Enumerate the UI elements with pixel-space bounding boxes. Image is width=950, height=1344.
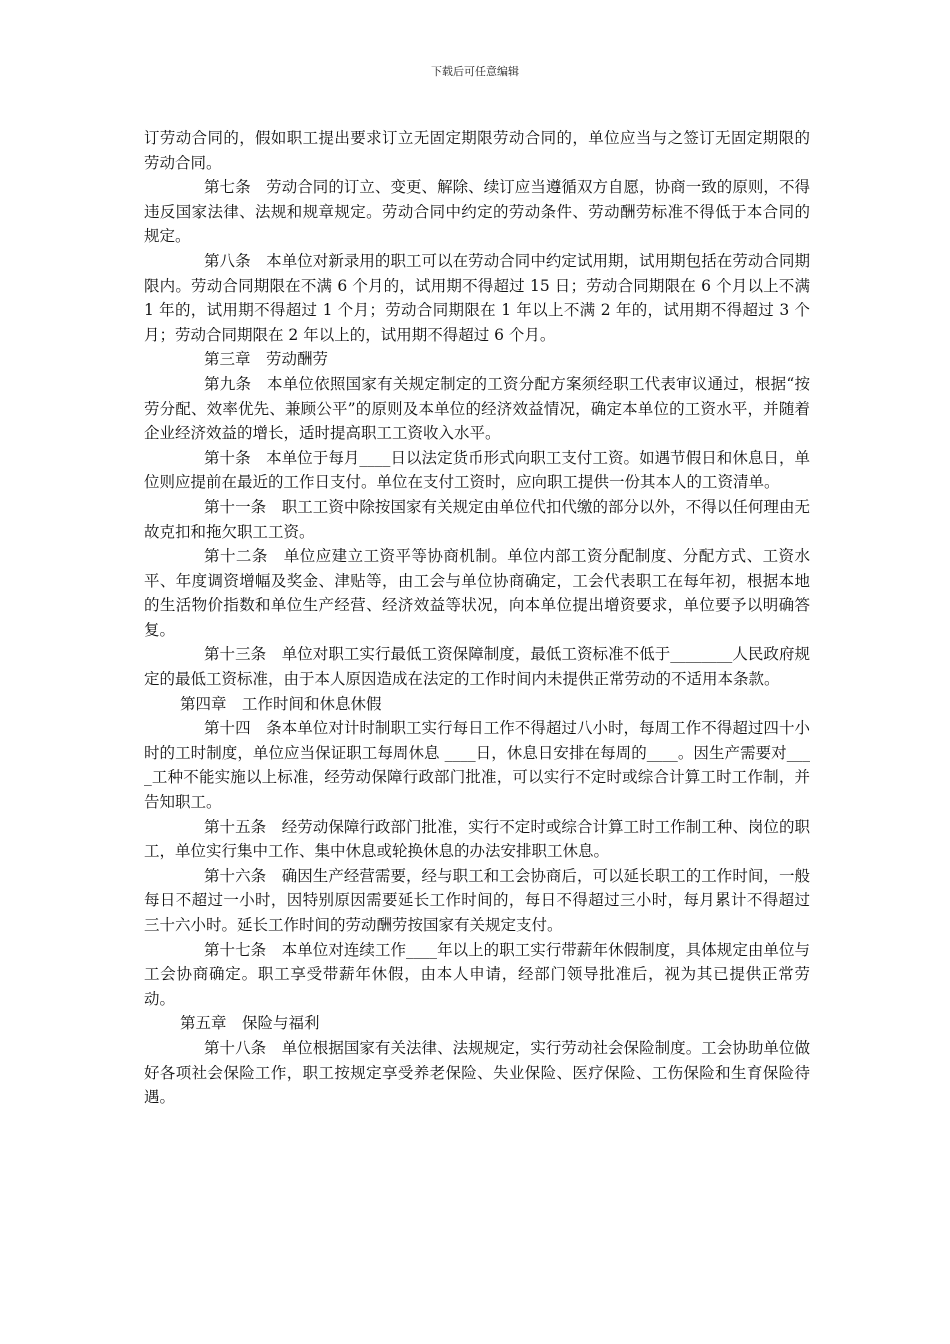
article-14: 第十四 条本单位对计时制职工实行每日工作不得超过八小时，每周工作不得超过四十小时的工时制度，单位应当保证职工每周休息 ____日，休息日安排在每周的____。因生产需要对____工种不能实施以上标准，经劳动保障行政部门批准，可以实行不定时或综合计算工时工作制，并告知职工。	[144, 719, 810, 812]
document-body	[144, 126, 810, 1110]
article-18: 第十八条 单位根据国家有关法律、法规规定，实行劳动社会保险制度。工会协助单位做好各项社会保险工作，职工按规定享受养老保险、失业保险、医疗保险、工伤保险和生育保险待遇。	[144, 1038, 810, 1107]
article-16: 第十六条 确因生产经营需要，经与职工和工会协商后，可以延长职工的工作时间，一般每日不超过一小时，因特别原因需要延长工作时间的，每日不得超过三小时，每月累计不得超过三十六小时。延长工作时间的劳动酬劳按国家有关规定支付。	[144, 866, 810, 934]
article-15: 第十五条 经劳动保障行政部门批准，实行不定时或综合计算工时工作制工种、岗位的职工，单位实行集中工作、集中休息或轮换休息的办法安排职工休息。	[144, 817, 810, 861]
article-7: 第七条 劳动合同的订立、变更、解除、续订应当遵循双方自愿，协商一致的原则，不得违反国家法律、法规和规章规定。劳动合同中约定的劳动条件、劳动酬劳标准不得低于本合同的规定。	[144, 178, 810, 246]
paragraph-contract-continuation: 订劳动合同的，假如职工提出要求订立无固定期限劳动合同的，单位应当与之签订无固定期限的劳动合同。	[144, 129, 810, 172]
page-header: 下载后可任意编辑	[431, 65, 519, 78]
chapter-3-heading: 第三章 劳动酬劳	[204, 350, 329, 369]
article-17: 第十七条 本单位对连续工作____年以上的职工实行带薪年休假制度，具体规定由单位与工会协商确定。职工享受带薪年休假，由本人申请，经部门领导批准后，视为其已提供正常劳动。	[144, 940, 810, 1008]
article-10: 第十条 本单位于每月____日以法定货币形式向职工支付工资。如遇节假日和休息日，单位则应提前在最近的工作日支付。单位在支付工资时，应向职工提供一份其本人的工资清单。	[144, 448, 810, 492]
article-9: 第九条 本单位依照国家有关规定制定的工资分配方案须经职工代表审议通过，根据“按劳分配、效率优先、兼顾公平”的原则及本单位的经济效益情况，确定本单位的工资水平，并随着企业经济效益的增长，适时提高职工工资收入水平。	[144, 374, 810, 443]
article-8: 第八条 本单位对新录用的职工可以在劳动合同中约定试用期，试用期包括在劳动合同期限内。劳动合同期限在不满 6 个月的，试用期不得超过 15 日；劳动合同期限在 6 个月以上不满 1 年的，试用期不得超过 1 个月；劳动合同期限在 1 年以上不满 2 年的，试用期不得超过 3 个月；劳动合同期限在 2 年以上的，试用期不得超过 6 个月。	[144, 251, 810, 344]
chapter-4-heading: 第四章 工作时间和休息休假	[180, 694, 382, 713]
article-13: 第十三条 单位对职工实行最低工资保障制度，最低工资标准不低于________人民政府规定的最低工资标准，由于本人原因造成在法定的工作时间内未提供正常劳动的不适用本条款。	[144, 645, 810, 689]
article-12: 第十二条 单位应建立工资平等协商机制。单位内部工资分配制度、分配方式、工资水平、年度调资增幅及奖金、津贴等，由工会与单位协商确定，工会代表职工在每年初，根据本地的生活物价指数和单位生产经营、经济效益等状况，向本单位提出增资要求，单位要予以明确答复。	[144, 547, 810, 639]
chapter-5-heading: 第五章 保险与福利	[180, 1014, 320, 1033]
article-11: 第十一条 职工工资中除按国家有关规定由单位代扣代缴的部分以外，不得以任何理由无故克扣和拖欠职工工资。	[144, 497, 810, 541]
